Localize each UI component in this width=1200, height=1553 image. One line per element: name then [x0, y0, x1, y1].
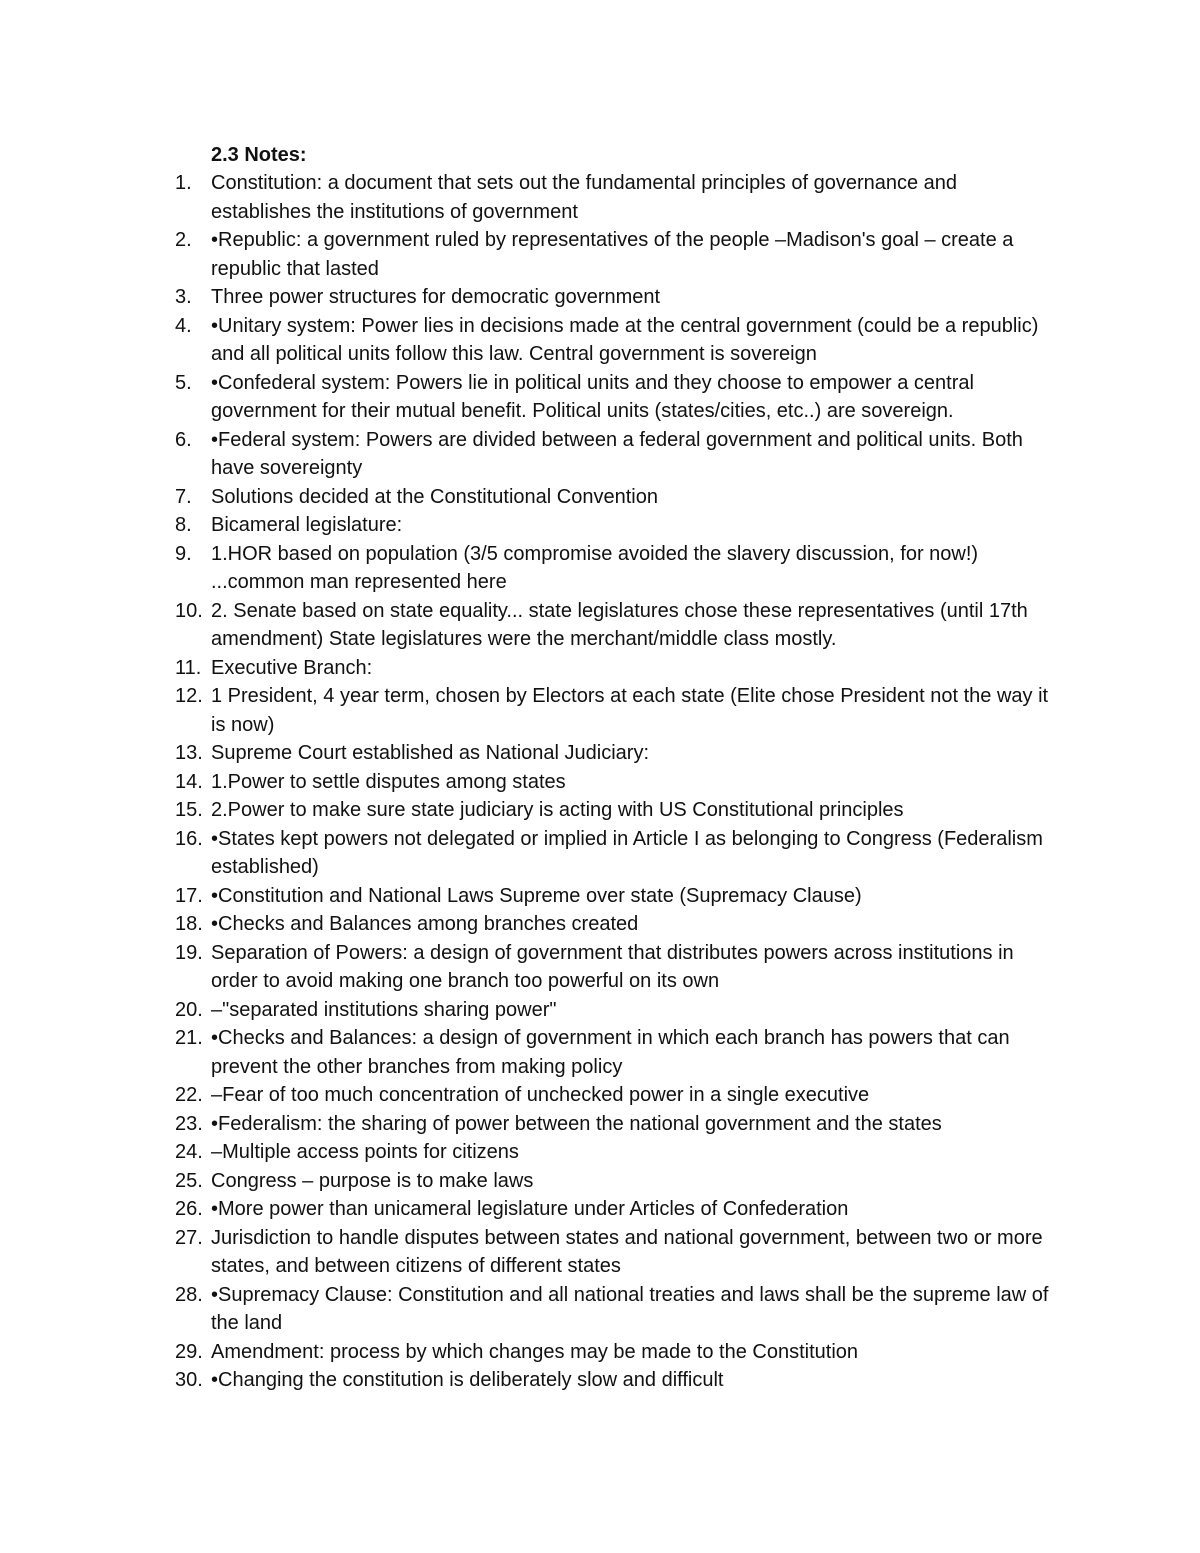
list-item-number: 17. [175, 884, 203, 907]
list-item-text: 2.Power to make sure state judiciary is acting with US Constitutional principles [211, 799, 904, 821]
list-item-number: 11. [175, 656, 202, 679]
list-item-number: 29. [175, 1340, 203, 1363]
list-item [0, 283, 1200, 312]
list-item [0, 682, 1200, 739]
list-item [0, 1224, 1200, 1281]
list-item-text: •States kept powers not delegated or implied in Article I as belonging to Congress (Federalism established) [211, 827, 1043, 878]
list-item-number: 14. [175, 770, 203, 793]
list-item-text: Amendment: process by which changes may be made to the Constitution [211, 1340, 859, 1363]
list-item [0, 1110, 1200, 1139]
list-item-text: 1.HOR based on population (3/5 compromise avoided the slavery discussion, for now!) ...common man represented here [211, 542, 979, 593]
list-item-text: –"separated institutions sharing power" [211, 998, 557, 1021]
list-item-number: 21. [175, 1027, 203, 1049]
list-item-text: –Multiple access points for citizens [211, 1141, 519, 1163]
list-item [0, 1338, 1200, 1367]
list-item-text: •Checks and Balances among branches created [211, 913, 639, 935]
list-item-number: 4. [175, 314, 192, 337]
list-item-text: Jurisdiction to handle disputes between states and national government, between two or more states, and between citizens of different states [211, 1226, 1043, 1277]
list-item-number: 2. [175, 229, 192, 251]
list-item [0, 483, 1200, 512]
list-item-number: 6. [175, 428, 192, 451]
list-item-text: –Fear of too much concentration of unchecked power in a single executive [211, 1084, 870, 1106]
list-item [0, 739, 1200, 768]
list-item-text: •Changing the constitution is deliberately slow and difficult [211, 1369, 724, 1391]
list-item-text: Separation of Powers: a design of government that distributes powers across institutions in order to avoid making one branch too powerful on its own [211, 941, 1014, 992]
list-item [0, 540, 1200, 597]
list-item [0, 882, 1200, 911]
list-item-number: 27. [175, 1226, 203, 1249]
list-item-text: •Republic: a government ruled by representatives of the people –Madison's goal – create a republic that lasted [211, 229, 1014, 280]
list-item-number: 20. [175, 998, 203, 1021]
list-item-number: 7. [175, 485, 192, 508]
list-item-number: 10. [175, 599, 203, 622]
list-item [0, 910, 1200, 939]
list-item [0, 312, 1200, 369]
list-item-text: Executive Branch: [211, 656, 373, 679]
list-item-text: •Federalism: the sharing of power between the national government and the states [211, 1112, 942, 1135]
list-item [0, 597, 1200, 654]
list-item-text: 2. Senate based on state equality... state legislatures chose these representatives (until 17th amendment) State legislatures were the merchant/middle class mostly. [211, 599, 1028, 650]
list-item [0, 1081, 1200, 1110]
list-item-number: 9. [175, 542, 192, 565]
list-item-text: 1 President, 4 year term, chosen by Electors at each state (Elite chose President not the way it is now) [211, 685, 1049, 736]
list-item-text: •Checks and Balances: a design of government in which each branch has powers that can prevent the other branches from making policy [211, 1027, 1010, 1078]
list-item-text: 1.Power to settle disputes among states [211, 770, 566, 793]
list-item-text: Bicameral legislature: [211, 514, 403, 536]
page-title: 2.3 Notes: [211, 144, 307, 166]
list-item-number: 13. [175, 742, 203, 764]
list-item [0, 796, 1200, 825]
list-item-number: 3. [175, 286, 192, 308]
list-item [0, 1167, 1200, 1196]
list-item [0, 1195, 1200, 1224]
list-item [0, 169, 1200, 226]
list-item-number: 16. [175, 827, 203, 850]
list-item-text: •Federal system: Powers are divided between a federal government and political units. Both have sovereignty [211, 428, 1023, 479]
list-item-text: •More power than unicameral legislature under Articles of Confederation [211, 1198, 849, 1220]
list-item-number: 24. [175, 1141, 203, 1163]
list-item-text: Solutions decided at the Constitutional Convention [211, 485, 658, 508]
list-item [0, 939, 1200, 996]
list-item [0, 1281, 1200, 1338]
list-item-number: 23. [175, 1112, 203, 1135]
list-item-number: 5. [175, 371, 192, 394]
list-item [0, 511, 1200, 540]
list-item [0, 1366, 1200, 1395]
list-item-number: 18. [175, 913, 203, 935]
list-item [0, 1024, 1200, 1081]
list-item [0, 1138, 1200, 1167]
list-item-text: •Unitary system: Power lies in decisions made at the central government (could be a republic) and all political units follow this law. Central government is sovereign [211, 314, 1039, 365]
list-item [0, 426, 1200, 483]
list-item-text: •Supremacy Clause: Constitution and all national treaties and laws shall be the supreme law of the land [211, 1283, 1049, 1334]
list-item [0, 825, 1200, 882]
list-item [0, 654, 1200, 683]
list-item-text: Supreme Court established as National Judiciary: [211, 742, 649, 764]
list-item-text: •Confederal system: Powers lie in political units and they choose to empower a central government for their mutual benefit. Political units (states/cities, etc..) are sovereign. [211, 371, 974, 422]
list-item-number: 19. [175, 941, 203, 964]
list-item-number: 25. [175, 1169, 203, 1192]
list-item-text: Three power structures for democratic government [211, 286, 661, 308]
list-item-number: 30. [175, 1369, 203, 1391]
list-item-number: 22. [175, 1084, 203, 1106]
list-item-number: 1. [175, 172, 192, 194]
list-item-text: •Constitution and National Laws Supreme over state (Supremacy Clause) [211, 884, 862, 907]
list-item [0, 369, 1200, 426]
list-item [0, 226, 1200, 283]
list-item-number: 8. [175, 514, 192, 536]
list-item-number: 12. [175, 685, 203, 707]
list-item-number: 26. [175, 1198, 203, 1220]
list-item-number: 15. [175, 799, 203, 821]
list-item-text: Congress – purpose is to make laws [211, 1169, 534, 1192]
list-item [0, 768, 1200, 797]
notes-list [0, 169, 1200, 1395]
list-item-text: Constitution: a document that sets out the fundamental principles of governance and establishes the institutions of government [211, 172, 958, 223]
list-item-number: 28. [175, 1283, 203, 1306]
list-item [0, 996, 1200, 1025]
